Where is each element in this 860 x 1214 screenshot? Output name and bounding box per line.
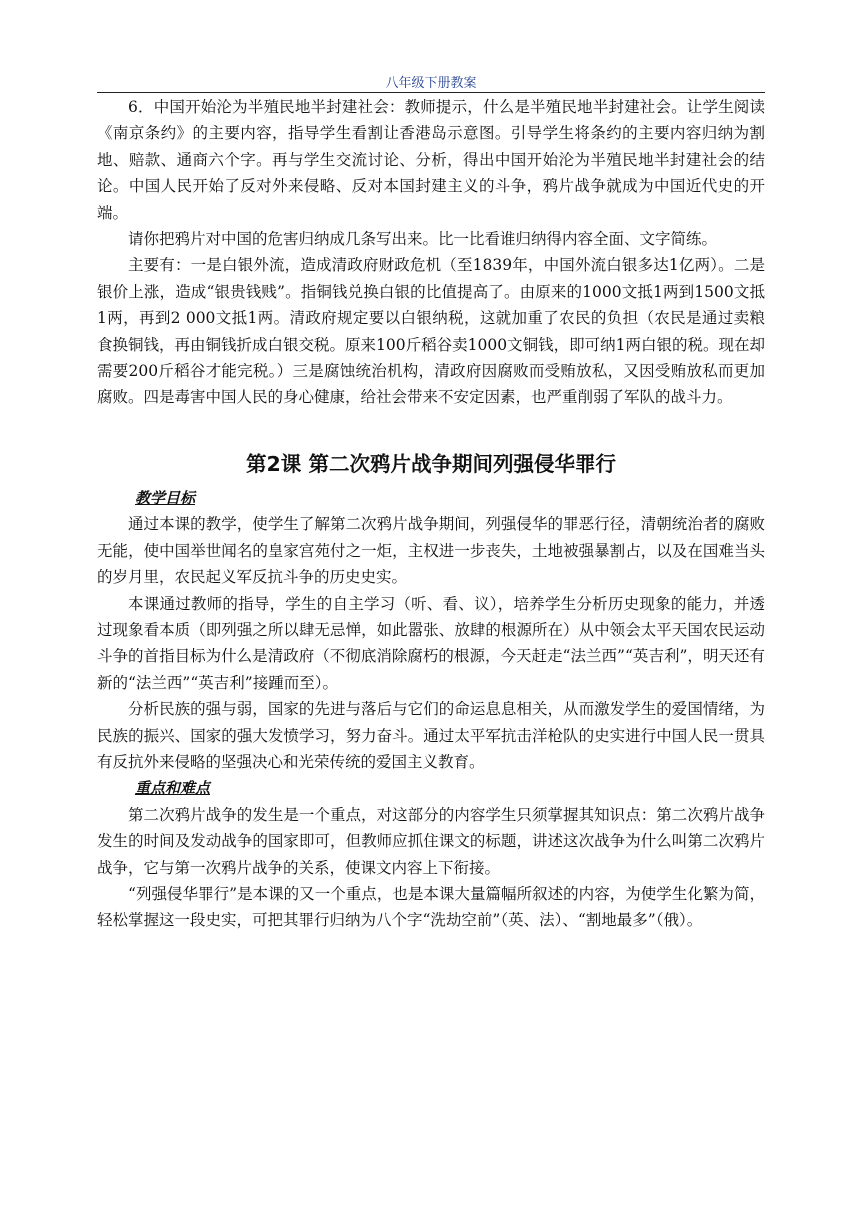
section-heading-key-points: 重点和难点 [135,779,211,798]
paragraph-objective-2: 本课通过教师的指导，学生的自主学习（听、看、议），培养学生分析历史现象的能力，并透过现象看本质（即列强之所以肆无忌惮，如此嚣张、放肆的根源所在）从中领会太平天国农民运动斗争的首指目标为什么是清政府（不彻底消除腐朽的根源，今天赶走“法兰西”“英吉利”，明天还有新的“法兰西”“英吉利”接踵而至）。 [97,594,765,692]
section-heading-objectives: 教学目标 [135,488,196,507]
paragraph-exercise-prompt: 请你把鸦片对中国的危害归纳成几条写出来。比一比看谁归纳得内容全面、文字简练。 [128,230,718,249]
page-header-title: 八年级下册教案 [385,76,477,91]
paragraph-opium-harms: 主要有：一是白银外流，造成清政府财政危机（至1839年，中国外流白银多达1亿两）。二是银价上涨，造成“银贵钱贱”。指铜钱兑换白银的比值提高了。由原来的1000文抵1两到1500文抵1两，再到2 000文抵1两。清政府规定要以白银纳税，这就加重了农民的负担（农民是通过卖粮食换铜钱，再由铜钱折成白银交税。原来100斤稻谷卖1000文铜钱，即可纳1两白银的税。现在却需要200斤稻谷才能完税。）三是腐蚀统治机构，清政府因腐败而受贿放私，又因受贿放私而更加腐败。四是毒害中国人民的身心健康，给社会带来不安定因素，也严重削弱了军队的战斗力。 [97,256,765,407]
paragraph-key-point-2: “列强侵华罪行”是本课的又一个重点，也是本课大量篇幅所叙述的内容，为使学生化繁为简，轻松掌握这一段史实，可把其罪行归纳为八个字“洗劫空前”（英、法）、“割地最多”（俄）。 [97,884,765,930]
header-divider [97,92,765,93]
paragraph-semi-colonial: 6．中国开始沦为半殖民地半封建社会：教师提示，什么是半殖民地半封建社会。让学生阅读《南京条约》的主要内容，指导学生看割让香港岛示意图。引导学生将条约的主要内容归纳为割地、赔款、通商六个字。再与学生交流讨论、分析，得出中国开始沦为半殖民地半封建社会的结论。中国人民开始了反对外来侵略、反对本国封建主义的斗争，鸦片战争就成为中国近代史的开端。 [97,98,765,222]
paragraph-objective-3: 分析民族的强与弱，国家的先进与落后与它们的命运息息相关，从而激发学生的爱国情绪，为民族的振兴、国家的强大发愤学习，努力奋斗。通过太平军抗击洋枪队的史实进行中国人民一贯具有反抗外来侵略的坚强决心和光荣传统的爱国主义教育。 [97,700,765,771]
paragraph-key-point-1: 第二次鸦片战争的发生是一个重点，对这部分的内容学生只须掌握其知识点：第二次鸦片战争发生的时间及发动战争的国家即可，但教师应抓住课文的标题，讲述这次战争为什么叫第二次鸦片战争，它与第一次鸦片战争的关系，使课文内容上下衔接。 [97,805,765,877]
lesson-title: 第2课 第二次鸦片战争期间列强侵华罪行 [246,451,616,476]
paragraph-objective-1: 通过本课的教学，使学生了解第二次鸦片战争期间，列强侵华的罪恶行径，清朝统治者的腐败无能，使中国举世闻名的皇家宫苑付之一炬，主权进一步丧失，土地被强暴割占，以及在国难当头的岁月里，农民起义军反抗斗争的历史史实。 [97,515,765,587]
document-body [97,94,765,934]
